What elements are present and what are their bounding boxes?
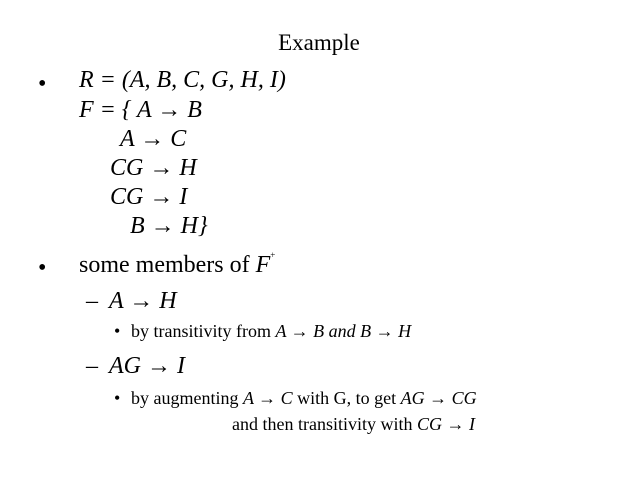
fd-line: CG → I [110, 184, 188, 210]
fd-line: F = { A → B [79, 97, 202, 123]
bullet-dot: • [38, 71, 47, 97]
fd-line: B → H} [130, 213, 208, 239]
member-fd: AG → I [109, 353, 185, 379]
member-reason: by transitivity from A → B and B → H [131, 321, 412, 341]
relation-line: R = (A, B, C, G, H, I) [79, 67, 286, 93]
fd-line: CG → H [110, 155, 197, 181]
member-reason: by augmenting A → C with G, to get AG → CG [131, 388, 477, 408]
dash-marker: – [86, 353, 98, 379]
some-members-line: some members of F+ [79, 250, 276, 278]
slide-title: Example [278, 30, 360, 55]
bullet-dot: • [38, 255, 47, 281]
dash-marker: – [86, 288, 98, 314]
sub-bullet-dot: • [114, 388, 121, 408]
sub-bullet-dot: • [114, 321, 121, 341]
member-reason-continuation: and then transitivity with CG → I [232, 414, 475, 434]
member-fd: A → H [109, 288, 177, 314]
fd-line: A → C [120, 126, 187, 152]
